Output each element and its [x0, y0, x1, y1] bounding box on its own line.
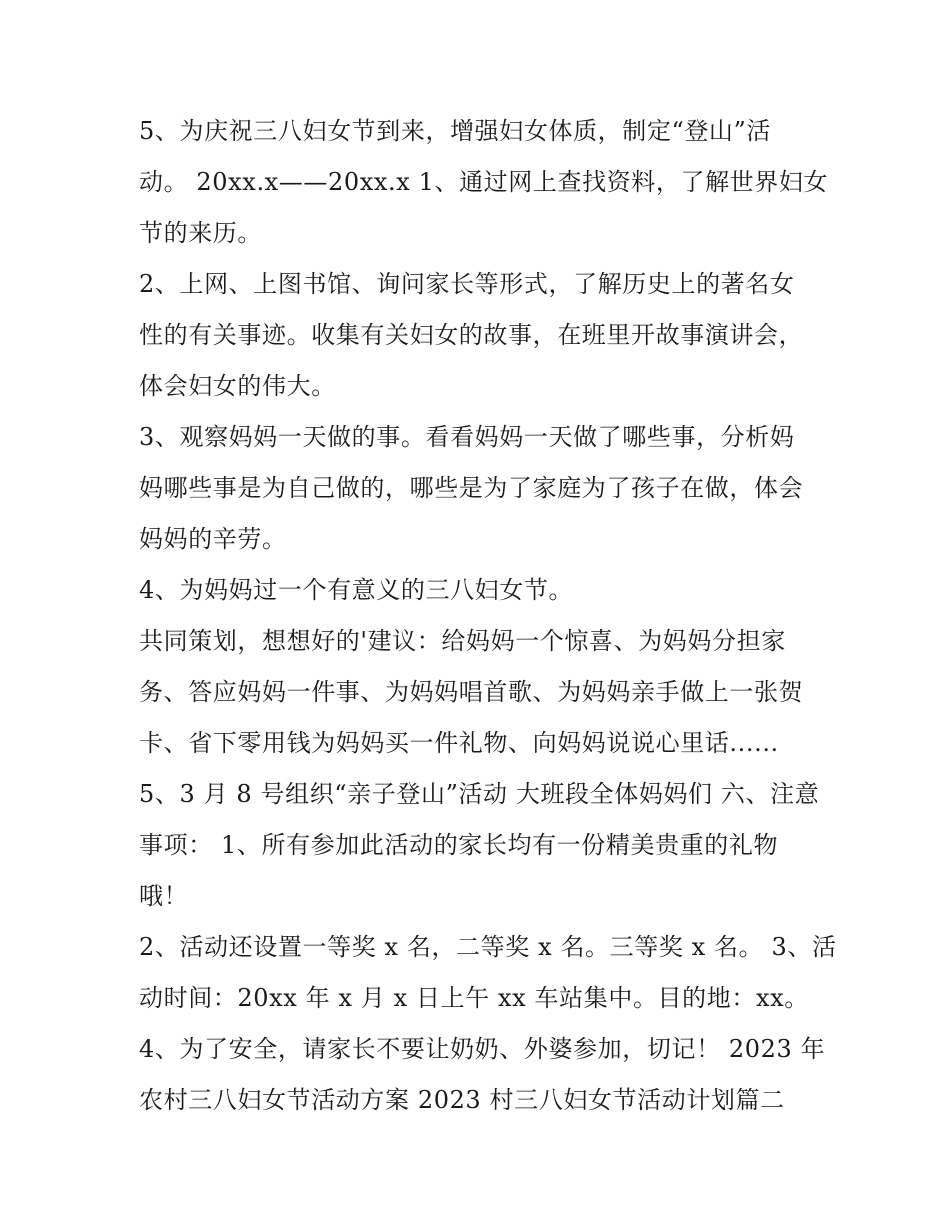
text-line: 4、为妈妈过一个有意义的三八妇女节。 [139, 576, 574, 604]
text-line: 5、3 月 8 号组织“亲子登山”活动 大班段全体妈妈们 六、注意 [139, 780, 820, 808]
text-line: 动时间：20xx 年 x 月 x 日上午 xx 车站集中。目的地：xx。 [139, 984, 809, 1012]
text-line: 务、答应妈妈一件事、为妈妈唱首歌、为妈妈亲手做上一张贺 [139, 678, 804, 706]
text-line: 2、活动还设置一等奖 x 名，二等奖 x 名。三等奖 x 名。 3、活 [139, 933, 837, 961]
text-line: 节的来历。 [139, 219, 262, 247]
text-line: 哦！ [139, 882, 189, 910]
text-line: 农村三八妇女节活动方案 2023 村三八妇女节活动计划篇二 [139, 1086, 785, 1114]
text-line: 共同策划，想想好的'建议：给妈妈一个惊喜、为妈妈分担家 [139, 627, 786, 655]
text-line: 体会妇女的伟大。 [139, 372, 336, 400]
text-line: 3、观察妈妈一天做的事。看看妈妈一天做了哪些事，分析妈 [139, 423, 795, 451]
text-line: 动。 20xx.x——20xx.x 1、通过网上查找资料，了解世界妇女 [139, 168, 829, 196]
text-line: 妈哪些事是为自己做的，哪些是为了家庭为了孩子在做，体会 [139, 474, 804, 502]
text-line: 事项： 1、所有参加此活动的家长均有一份精美贵重的礼物 [139, 831, 779, 859]
text-line: 卡、省下零用钱为妈妈买一件礼物、向妈妈说说心里话...... [139, 729, 779, 757]
text-line: 4、为了安全，请家长不要让奶奶、外婆参加，切记！ 2023 年 [139, 1035, 826, 1063]
document-body [139, 106, 837, 1126]
text-line: 妈妈的辛劳。 [139, 525, 287, 553]
text-line: 性的有关事迹。收集有关妇女的故事，在班里开故事演讲会， [139, 321, 804, 349]
text-line: 5、为庆祝三八妇女节到来，增强妇女体质，制定“登山”活 [139, 117, 772, 145]
text-line: 2、上网、上图书馆、询问家长等形式，了解历史上的著名女 [139, 270, 795, 298]
